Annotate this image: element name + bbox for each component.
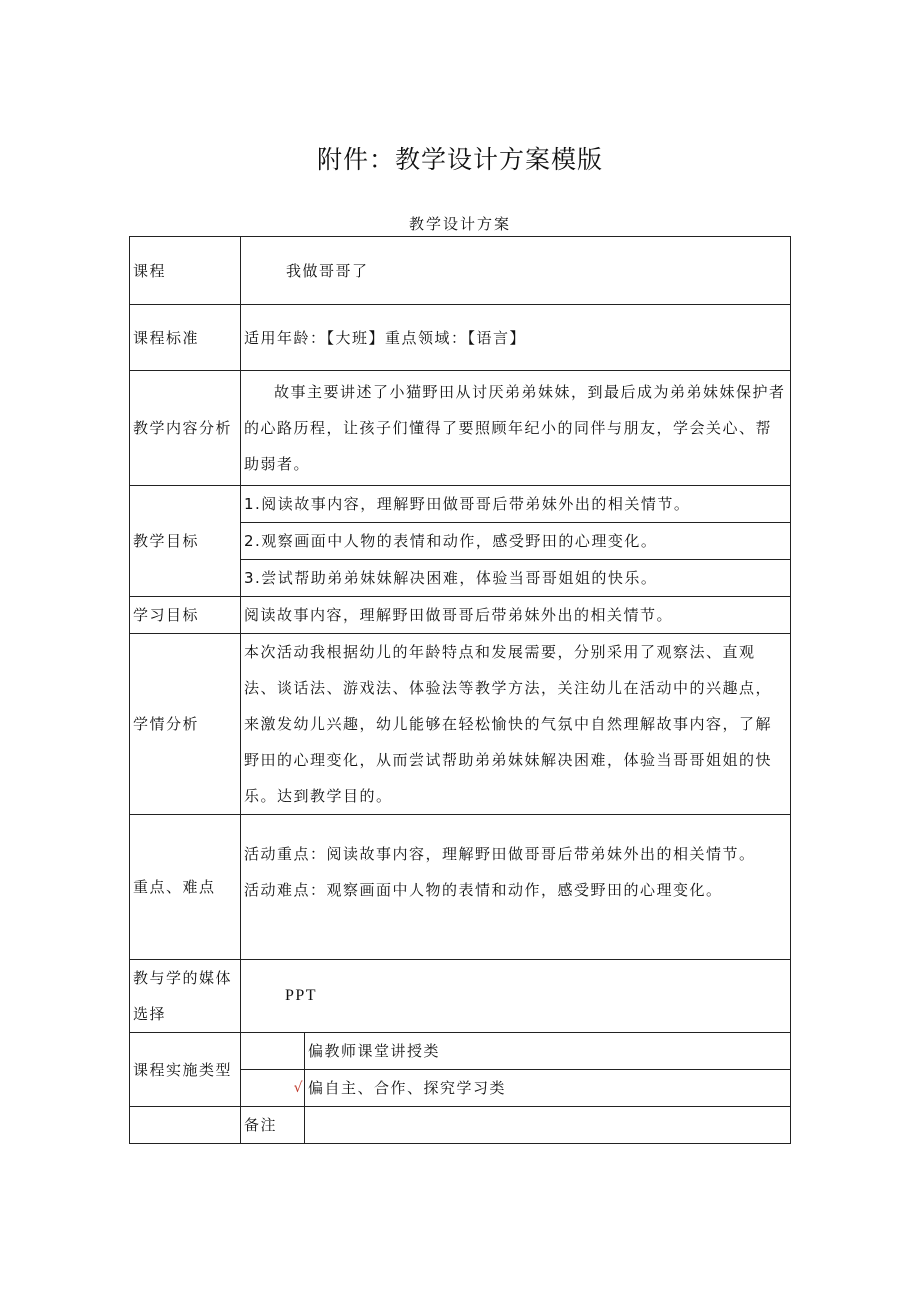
content-analysis-value: 故事主要讲述了小猫野田从讨厌弟弟妹妹，到最后成为弟弟妹妹保护者的心路历程，让孩子们懂得了要照顾年纪小的同伴与朋友，学会关心、帮助弱者。 bbox=[241, 371, 791, 486]
key-points-row bbox=[130, 815, 791, 960]
teaching-goal-item: 2.观察画面中人物的表情和动作，感受野田的心理变化。 bbox=[241, 523, 791, 560]
course-value: 我做哥哥了 bbox=[241, 237, 791, 305]
course-row bbox=[130, 237, 791, 305]
standard-label: 课程标准 bbox=[130, 305, 241, 371]
teaching-goal-item: 3.尝试帮助弟弟妹妹解决困难，体验当哥哥姐姐的快乐。 bbox=[241, 560, 791, 597]
media-row bbox=[130, 960, 791, 1033]
teaching-goal-row bbox=[130, 486, 791, 523]
teaching-goals-label: 教学目标 bbox=[130, 486, 241, 597]
notes-row bbox=[130, 1107, 791, 1144]
notes-empty-cell bbox=[130, 1107, 241, 1144]
content-analysis-label: 教学内容分析 bbox=[130, 371, 241, 486]
option-label: 偏教师课堂讲授类 bbox=[305, 1033, 791, 1070]
lesson-plan-table bbox=[129, 236, 791, 1144]
teaching-goal-item: 1.阅读故事内容，理解野田做哥哥后带弟妹外出的相关情节。 bbox=[241, 486, 791, 523]
media-value: PPT bbox=[241, 960, 791, 1033]
key-point-text: 活动重点：阅读故事内容，理解野田做哥哥后带弟妹外出的相关情节。 bbox=[244, 845, 756, 863]
media-label: 教与学的媒体选择 bbox=[130, 960, 241, 1033]
standard-value: 适用年龄：【大班】重点领域：【语言】 bbox=[241, 305, 791, 371]
implementation-option-row bbox=[130, 1033, 791, 1070]
learner-analysis-row bbox=[130, 634, 791, 815]
notes-value bbox=[305, 1107, 791, 1144]
key-points-cell bbox=[241, 815, 791, 960]
course-label: 课程 bbox=[130, 237, 241, 305]
key-points-label: 重点、难点 bbox=[130, 815, 241, 960]
content-analysis-row bbox=[130, 371, 791, 486]
notes-label: 备注 bbox=[241, 1107, 305, 1144]
standard-row bbox=[130, 305, 791, 371]
learning-goals-row bbox=[130, 597, 791, 634]
learning-goals-label: 学习目标 bbox=[130, 597, 241, 634]
check-mark-icon: √ bbox=[241, 1070, 305, 1107]
option-check-mark bbox=[241, 1033, 305, 1070]
learner-analysis-label: 学情分析 bbox=[130, 634, 241, 815]
table-title: 教学设计方案 bbox=[408, 215, 511, 233]
learning-goals-value: 阅读故事内容，理解野田做哥哥后带弟妹外出的相关情节。 bbox=[241, 597, 791, 634]
implementation-type-label: 课程实施类型 bbox=[130, 1033, 241, 1107]
option-label: 偏自主、合作、探究学习类 bbox=[305, 1070, 791, 1107]
difficulty-text: 活动难点：观察画面中人物的表情和动作，感受野田的心理变化。 bbox=[244, 881, 723, 899]
learner-analysis-value: 本次活动我根据幼儿的年龄特点和发展需要，分别采用了观察法、直观法、谈话法、游戏法、体验法等教学方法，关注幼儿在活动中的兴趣点，来激发幼儿兴趣，幼儿能够在轻松愉快的气氛中自然理解故事内容，了解野田的心理变化，从而尝试帮助弟弟妹妹解决困难，体验当哥哥姐姐的快乐。达到教学目的。 bbox=[241, 634, 791, 815]
document-title: 附件：教学设计方案模版 bbox=[316, 145, 603, 174]
